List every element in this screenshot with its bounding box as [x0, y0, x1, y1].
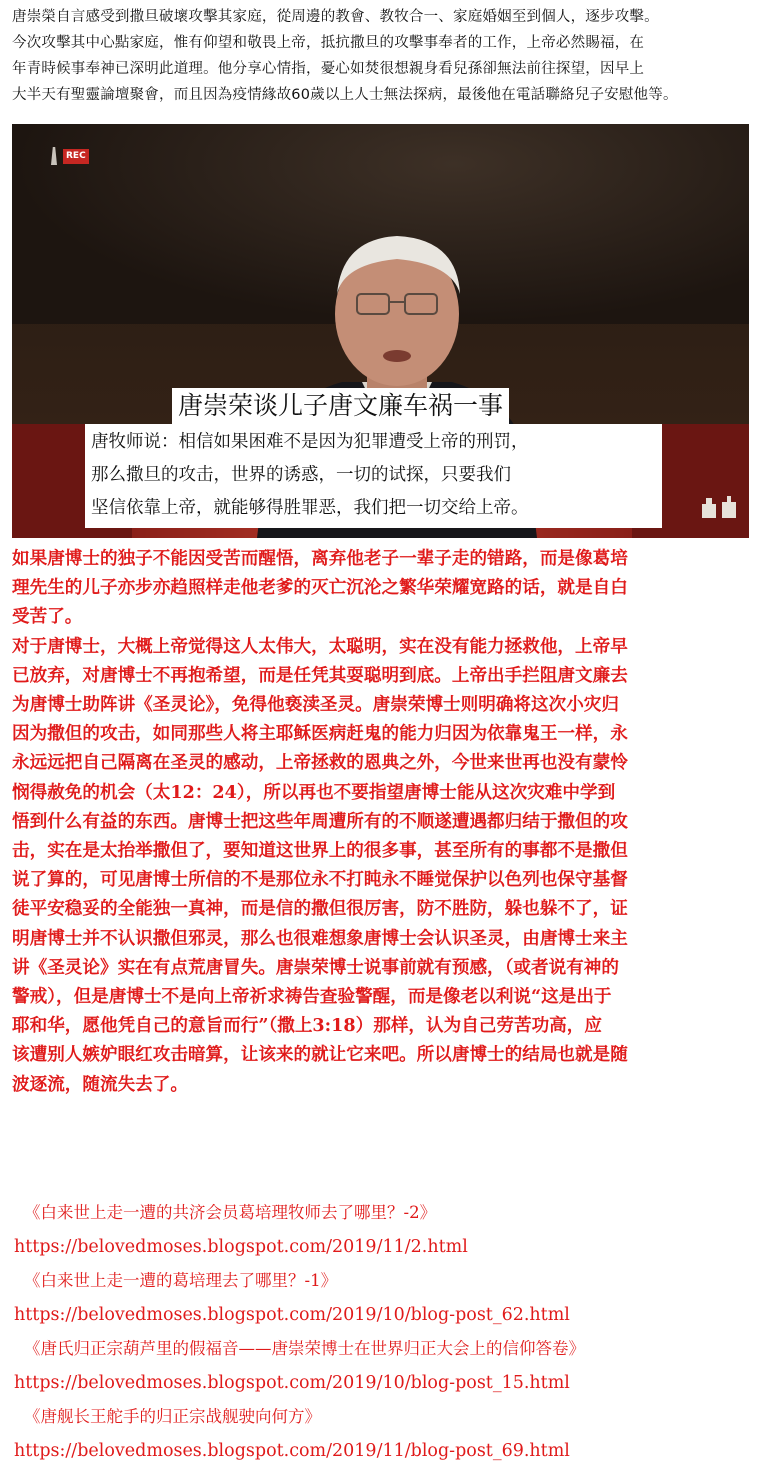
intro-line: 今次攻擊其中心點家庭，惟有仰望和敬畏上帝，抵抗撒旦的攻擊事奉者的工作，上帝必然賜福，在 — [12, 35, 645, 51]
caption-line: 坚信依靠上帝，就能够得胜罪恶，我们把一切交给上帝。 — [91, 498, 529, 518]
commentary-line: 永远远把自己隔离在圣灵的感动，上帝拯救的恩典之外，今世来世再也没有蒙怜 — [12, 752, 628, 774]
commentary-line: 对于唐博士，大概上帝觉得这人太伟大，太聪明，实在没有能力拯救他，上帝早 — [12, 635, 628, 657]
intro-line: 大半天有聖靈論壇聚會，而且因為疫情緣故60歲以上人士無法探病，最後他在電話聯絡兒子安慰他等。 — [12, 87, 678, 103]
commentary-line: 已放弃，对唐博士不再抱希望，而是任凭其耍聪明到底。上帝出手拦阻唐文廉去 — [12, 664, 628, 686]
intro-line: 唐崇榮自言感受到撒旦破壞攻擊其家庭，從周邊的教會、教牧合一、家庭婚姻至到個人，逐步攻擊。 — [12, 9, 659, 25]
intro-line: 年青時候事奉神已深明此道理。他分享心情指，憂心如焚很想親身看兒孫卻無法前往探望，因早上 — [12, 61, 645, 77]
commentary-line: 说了算的，可见唐博士所信的不是那位永不打盹永不睡觉保护以色列也保守基督 — [12, 869, 628, 891]
related-links — [14, 1196, 754, 1468]
commentary-line: 理先生的儿子亦步亦趋照样走他老爹的灭亡沉沦之繁华荣耀宽路的话，就是自白 — [12, 577, 628, 599]
commentary-line: 波逐流，随流失去了。 — [12, 1073, 188, 1095]
caption-line: 唐牧师说：相信如果困难不是因为犯罪遭受上帝的刑罚， — [91, 432, 529, 452]
commentary-line: 徒平安稳妥的全能独一真神，而是信的撒但很厉害，防不胜防，躲也躲不了，证 — [12, 898, 628, 920]
video-caption-title: 唐崇荣谈儿子唐文廉车祸一事 — [172, 388, 509, 424]
link-url[interactable]: https://belovedmoses.blogspot.com/2019/10/blog-post_15.html — [14, 1373, 570, 1393]
intro-paragraph — [12, 4, 758, 108]
link-title: 《唐氏归正宗葫芦里的假福音——唐崇荣博士在世界归正大会上的信仰答卷》 — [24, 1339, 585, 1358]
link-url[interactable]: https://belovedmoses.blogspot.com/2019/10/blog-post_62.html — [14, 1305, 570, 1325]
commentary-line: 明唐博士并不认识撒但邪灵，那么也很难想象唐博士会认识圣灵，由唐博士来主 — [12, 927, 628, 949]
commentary-line: 因为撒但的攻击，如同那些人将主耶稣医病赶鬼的能力归因为依靠鬼王一样，永 — [12, 723, 628, 745]
link-title: 《白来世上走一遭的葛培理去了哪里？-1》 — [24, 1271, 338, 1290]
link-url[interactable]: https://belovedmoses.blogspot.com/2019/11/blog-post_69.html — [14, 1441, 570, 1461]
caption-line: 那么撒旦的攻击，世界的诱惑，一切的试探，只要我们 — [91, 465, 511, 485]
link-title: 《白来世上走一遭的共济会员葛培理牧师去了哪里？-2》 — [24, 1203, 437, 1222]
commentary-line: 受苦了。 — [12, 606, 83, 628]
commentary-body — [12, 544, 754, 1099]
commentary-line: 悟到什么有益的东西。唐博士把这些年周遭所有的不顺遂遭遇都归结于撒但的攻 — [12, 810, 628, 832]
video-caption-quote — [85, 424, 662, 528]
link-url[interactable]: https://belovedmoses.blogspot.com/2019/11/2.html — [14, 1237, 468, 1257]
tower-icon — [48, 147, 60, 165]
commentary-line: 击，实在是太抬举撒但了，要知道这世界上的很多事，甚至所有的事都不是撒但 — [12, 840, 628, 862]
commentary-line: 如果唐博士的独子不能因受苦而醒悟，离弃他老子一辈子走的错路，而是像葛培 — [12, 548, 628, 569]
commentary-line: 为唐博士助阵讲《圣灵论》，免得他亵渎圣灵。唐崇荣博士则明确将这次小灾归 — [12, 694, 619, 716]
rec-indicator — [48, 147, 92, 165]
commentary-line: 讲《圣灵论》实在有点荒唐冒失。唐崇荣博士说事前就有预感，（或者说有神的 — [12, 956, 619, 978]
church-logo-icon — [698, 496, 742, 520]
commentary-line: 警戒），但是唐博士不是向上帝祈求祷告查验警醒，而是像老以利说“这是出于 — [12, 986, 612, 1008]
rec-badge: REC — [63, 149, 89, 164]
commentary-line: 该遭别人嫉妒眼红攻击暗算，让该来的就让它来吧。所以唐博士的结局也就是随 — [12, 1044, 628, 1066]
link-title: 《唐舰长王舵手的归正宗战舰驶向何方》 — [24, 1407, 321, 1426]
commentary-line: 耶和华，愿他凭自己的意旨而行”（撒上3:18）那样，认为自己劳苦功高，应 — [12, 1015, 602, 1037]
commentary-line: 悯得赦免的机会（太12：24），所以再也不要指望唐博士能从这次灾难中学到 — [12, 781, 616, 803]
video-frame — [12, 124, 749, 538]
